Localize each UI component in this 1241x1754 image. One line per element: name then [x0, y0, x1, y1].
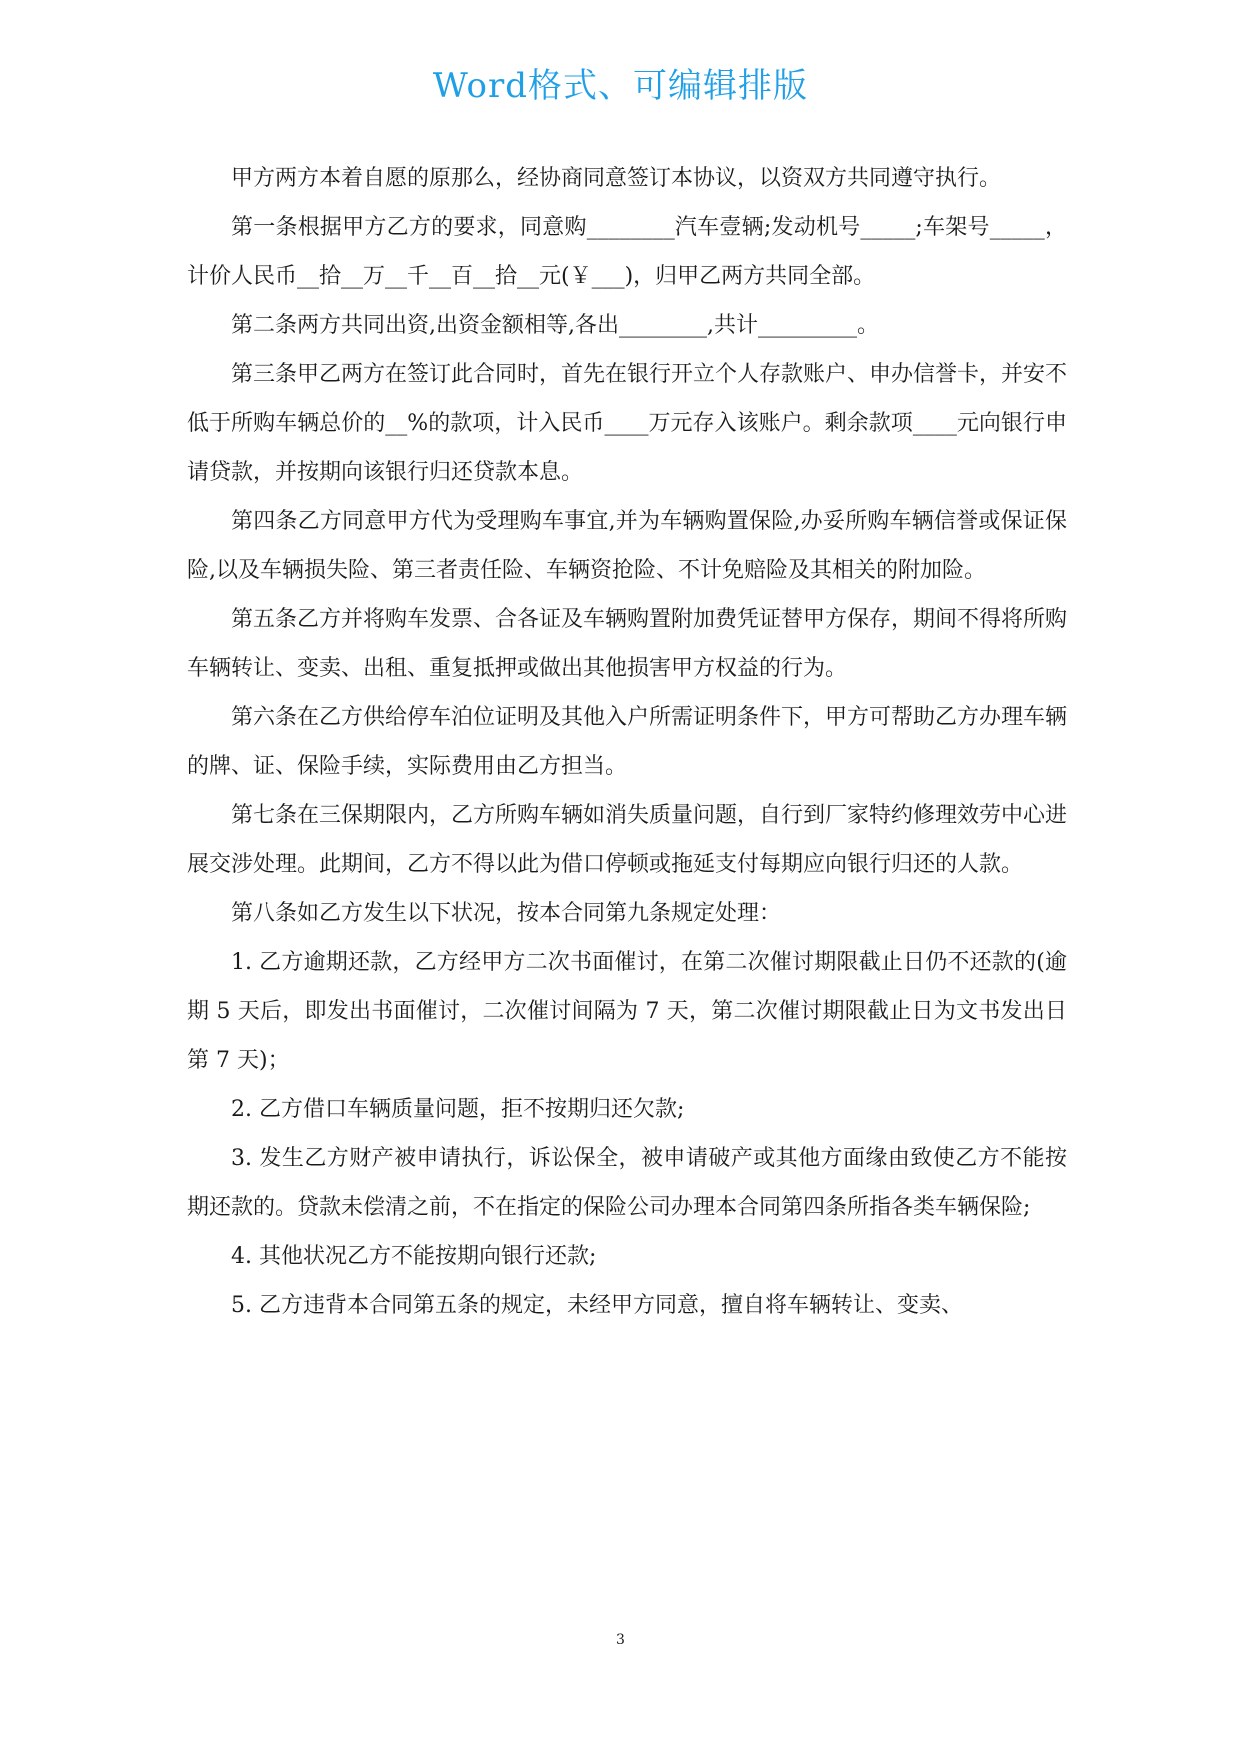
header-title: Word格式、可编辑排版: [432, 66, 809, 106]
paragraph-article-6: 第六条在乙方供给停车泊位证明及其他入户所需证明条件下，甲方可帮助乙方办理车辆的牌、证、保险手续，实际费用由乙方担当。: [187, 705, 1068, 779]
paragraph-article-4: 第四条乙方同意甲方代为受理购车事宜,并为车辆购置保险,办妥所购车辆信誉或保证保险,以及车辆损失险、第三者责任险、车辆资抢险、不计免赔险及其相关的附加险。: [187, 509, 1067, 583]
paragraph-article-3: 第三条甲乙两方在签订此合同时，首先在银行开立个人存款账户、申办信誉卡，并安不低于所购车辆总价的__%的款项，计入民币____万元存入该账户。剩余款项____元向银行申请贷款，并按期向该银行归还贷款本息。: [187, 362, 1068, 485]
paragraph-article-8: 第八条如乙方发生以下状况，按本合同第九条规定处理：: [231, 901, 782, 926]
document-body: [187, 154, 1067, 1330]
paragraph-article-7: 第七条在三保期限内，乙方所购车辆如消失质量问题，自行到厂家特约修理效劳中心进展交涉处理。此期间，乙方不得以此为借口停顿或拖延支付每期应向银行归还的人款。: [187, 803, 1068, 877]
list-item-2: 2. 乙方借口车辆质量问题，拒不按期归还欠款;: [231, 1097, 685, 1122]
paragraph-intro: 甲方两方本着自愿的原那么，经协商同意签订本协议，以资双方共同遵守执行。: [231, 166, 1002, 191]
page-number: 3: [616, 1632, 625, 1648]
list-item-5: 5. 乙方违背本合同第五条的规定，未经甲方同意，擅自将车辆转让、变卖、: [231, 1293, 963, 1318]
list-item-1: 1. 乙方逾期还款，乙方经甲方二次书面催讨，在第二次催讨期限截止日仍不还款的(逾期 5 天后，即发出书面催讨，二次催讨间隔为 7 天，第二次催讨期限截止日为文书发出日第 7 天)；: [187, 950, 1067, 1073]
paragraph-article-2: 第二条两方共同出资,出资金额相等,各出________,共计_________。: [231, 313, 879, 338]
paragraph-article-1: 第一条根据甲方乙方的要求，同意购________汽车壹辆;发动机号_____;车架号_____，计价人民币__拾__万__千__百__拾__元(￥___)，归甲乙两方共同全部。: [187, 215, 1067, 289]
list-item-4: 4. 其他状况乙方不能按期向银行还款;: [231, 1244, 597, 1269]
paragraph-article-5: 第五条乙方并将购车发票、合各证及车辆购置附加费凭证替甲方保存，期间不得将所购车辆转让、变卖、出租、重复抵押或做出其他损害甲方权益的行为。: [187, 607, 1068, 681]
list-item-3: 3. 发生乙方财产被申请执行，诉讼保全，被申请破产或其他方面缘由致使乙方不能按期还款的。贷款未偿清之前，不在指定的保险公司办理本合同第四条所指各类车辆保险;: [187, 1146, 1067, 1220]
